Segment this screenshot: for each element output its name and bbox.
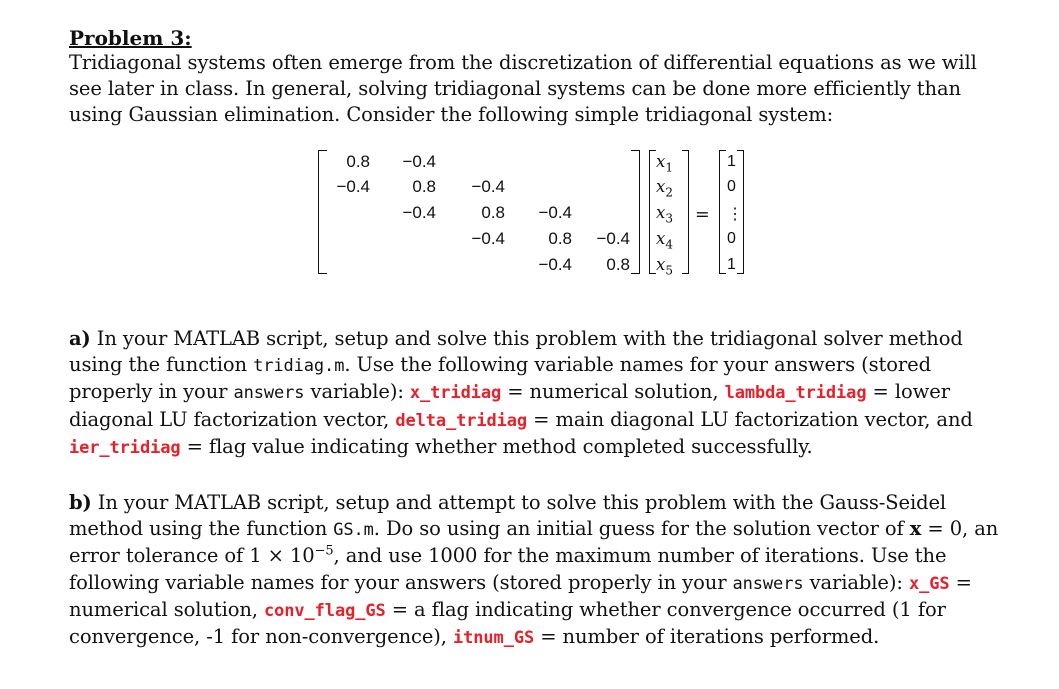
matrix-entry: −0.4 bbox=[596, 229, 630, 248]
matrix-entry: −0.4 bbox=[538, 203, 572, 222]
part-b-text: = a flag indicating whether convergence occurred (1 for convergence, -1 for non-convergence), bbox=[69, 597, 946, 649]
part-b-label: b) bbox=[69, 491, 92, 514]
part-a-text: In your bbox=[90, 327, 174, 350]
matrix-entry: −0.4 bbox=[402, 203, 436, 222]
rhs-entry: 1 bbox=[727, 256, 736, 273]
answers-variable: answers bbox=[233, 383, 305, 404]
matrix-entry: 0.8 bbox=[548, 229, 572, 248]
matrix-entry: −0.4 bbox=[336, 177, 370, 196]
function-name: tridiag.m bbox=[253, 356, 345, 377]
unknown-entry: $x_1$ bbox=[656, 152, 673, 175]
variable-lambda-tridiag: lambda_tridiag bbox=[724, 383, 867, 404]
exponent: −5 bbox=[314, 543, 334, 559]
matrix-right-bracket bbox=[631, 150, 640, 274]
variable-itnum-gs: itnum_GS bbox=[453, 628, 535, 649]
unknown-entry: $x_5$ bbox=[656, 255, 673, 278]
variable-conv-flag-gs: conv_flag_GS bbox=[264, 600, 386, 621]
part-b-text: , and use 1000 for the maximum number of iterations. Use the following variable names for your answers (stored properly in your bbox=[69, 544, 947, 594]
problem-heading: Problem 3: bbox=[69, 26, 192, 50]
matrix-entry: 0.8 bbox=[481, 203, 505, 222]
matrix-entry: −0.4 bbox=[471, 177, 505, 196]
unknown-entry: $x_4$ bbox=[656, 229, 673, 252]
matrix-entry: 0.8 bbox=[606, 255, 630, 274]
rhs-entry: 1 bbox=[727, 153, 736, 170]
part-a-text: . Use the following variable names for your answers (stored properly in your bbox=[69, 353, 931, 404]
part-a-text: script, setup and solve this problem with the tridiagonal solver method using the function bbox=[69, 327, 963, 377]
part-b-text: variable): bbox=[803, 570, 909, 594]
matrix-entry: −0.4 bbox=[471, 229, 505, 248]
variable-ier-tridiag: ier_tridiag bbox=[69, 437, 181, 458]
rhs-entry: 0 bbox=[727, 230, 736, 247]
part-b-text: = number of iterations performed. bbox=[534, 625, 880, 649]
variable-x-gs: x_GS bbox=[908, 573, 950, 594]
part-a-text: = numerical solution, bbox=[501, 380, 725, 404]
vector-x-bold: x bbox=[909, 517, 922, 541]
variable-delta-tridiag: delta_tridiag bbox=[395, 410, 528, 431]
matlab-name: MATLAB bbox=[174, 491, 262, 514]
x-vector-right-bracket bbox=[682, 150, 689, 274]
matrix-entry: −0.4 bbox=[538, 255, 572, 274]
equals-sign: = bbox=[695, 205, 710, 225]
unknown-entry: $x_2$ bbox=[656, 177, 673, 200]
matrix-left-bracket bbox=[318, 150, 327, 274]
matlab-name: MATLAB bbox=[173, 327, 261, 350]
part-b-text: = 0, an error tolerance of 1 × 10 bbox=[69, 517, 999, 568]
matrix-entry: 0.8 bbox=[346, 152, 370, 171]
unknown-entry: $x_3$ bbox=[656, 203, 673, 226]
matrix-entry: −0.4 bbox=[402, 152, 436, 171]
b-vector-left-bracket bbox=[719, 150, 726, 274]
variable-x-tridiag: x_tridiag bbox=[409, 383, 502, 404]
part-a-text: = flag value indicating whether method completed successfully. bbox=[180, 434, 813, 458]
part-b-text: In your bbox=[91, 491, 175, 514]
answers-variable: answers bbox=[732, 573, 804, 594]
part-b-text: = numerical solution, bbox=[69, 570, 972, 621]
part-a-text: = lower diagonal LU factorization vector, bbox=[69, 380, 950, 431]
part-b-paragraph bbox=[69, 490, 1019, 651]
rhs-entry: 0 bbox=[727, 178, 736, 195]
intro-paragraph: Tridiagonal systems often emerge from the discretization of differential equations as we will see later in class. In general, solving tridiagonal systems can be done more efficiently than using Gaussian elimination. Consider the following simple tridiagonal system: bbox=[69, 51, 977, 127]
part-b-text: . Do so using an initial guess for the solution vector of bbox=[373, 517, 910, 541]
rhs-entry: ⋮ bbox=[727, 206, 743, 223]
part-a-label: a) bbox=[69, 327, 91, 350]
matrix-entry: 0.8 bbox=[412, 177, 436, 196]
x-vector-left-bracket bbox=[649, 150, 656, 274]
part-a-text: = main diagonal LU factorization vector, and bbox=[527, 407, 973, 431]
function-name: GS.m bbox=[333, 520, 374, 541]
part-a-paragraph bbox=[69, 326, 1019, 461]
part-b-text: script, setup and attempt to solve this problem with the Gauss-Seidel method using the function bbox=[69, 491, 947, 541]
part-a-text: variable): bbox=[304, 380, 410, 404]
